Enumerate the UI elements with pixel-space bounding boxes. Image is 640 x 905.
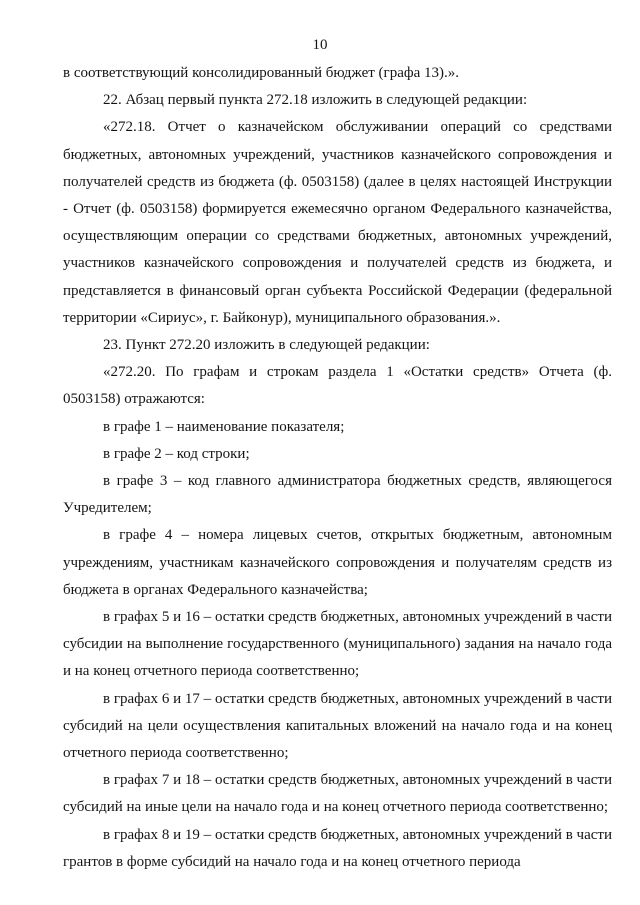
- paragraph-column-2: в графе 2 – код строки;: [103, 445, 250, 462]
- paragraph-item-22: 22. Абзац первый пункта 272.18 изложить в следующей редакции:: [103, 92, 528, 109]
- paragraph-column-1: в графе 1 – наименование показателя;: [103, 418, 345, 435]
- paragraph-column-3: в графе 3 – код главного администратора бюджетных средств, являющегося Учредителем;: [63, 473, 612, 517]
- paragraph-columns-5-16: в графах 5 и 16 – остатки средств бюджетных, автономных учреждений в части субсидии на выполнение государственного (муниципального) задания на начало года и на конец отчетного периода соответственно;: [63, 609, 612, 680]
- paragraph-continuation: в соответствующий консолидированный бюджет (графа 13).».: [63, 65, 459, 81]
- paragraph-columns-8-19: в графах 8 и 19 – остатки средств бюджетных, автономных учреждений в части грантов в форме субсидий на начало года и на конец отчетного периода: [63, 826, 612, 870]
- paragraph-column-4: в графе 4 – номера лицевых счетов, открытых бюджетным, автономным учреждениям, участникам казначейского сопровождения и получателям средств из бюджета в органах Федерального казначейства;: [63, 527, 612, 598]
- page-number: 10: [312, 37, 328, 53]
- paragraph-columns-7-18: в графах 7 и 18 – остатки средств бюджетных, автономных учреждений в части субсидий на иные цели на начало года и на конец отчетного периода соответственно;: [63, 772, 612, 816]
- paragraph-272-18-text: «272.18. Отчет о казначейском обслуживании операций со средствами бюджетных, автономных учреждений, участников казначейского сопровождения и получателей средств из бюджета (ф. 0503158) (далее в целях настоящей Инструкции - Отчет (ф. 0503158) формируется ежемесячно органом Федерального казначейства, осуществляющим операции со средствами бюджетных, автономных учреждений, участников казначейского сопровождения и получателей средств из бюджета, и представляется в финансовый орган субъекта Российской Федерации (федеральной территории «Сириус», г. Байконур), муниципального образования.».: [63, 119, 612, 326]
- document-body: [63, 60, 612, 876]
- paragraph-columns-6-17: в графах 6 и 17 – остатки средств бюджетных, автономных учреждений в части субсидий на цели осуществления капитальных вложений на начало года и на конец отчетного периода соответственно;: [63, 690, 612, 762]
- paragraph-272-20-intro: «272.20. По графам и строкам раздела 1 «Остатки средств» Отчета (ф. 0503158) отражаются:: [63, 364, 612, 408]
- paragraph-item-23: 23. Пункт 272.20 изложить в следующей редакции:: [103, 337, 430, 354]
